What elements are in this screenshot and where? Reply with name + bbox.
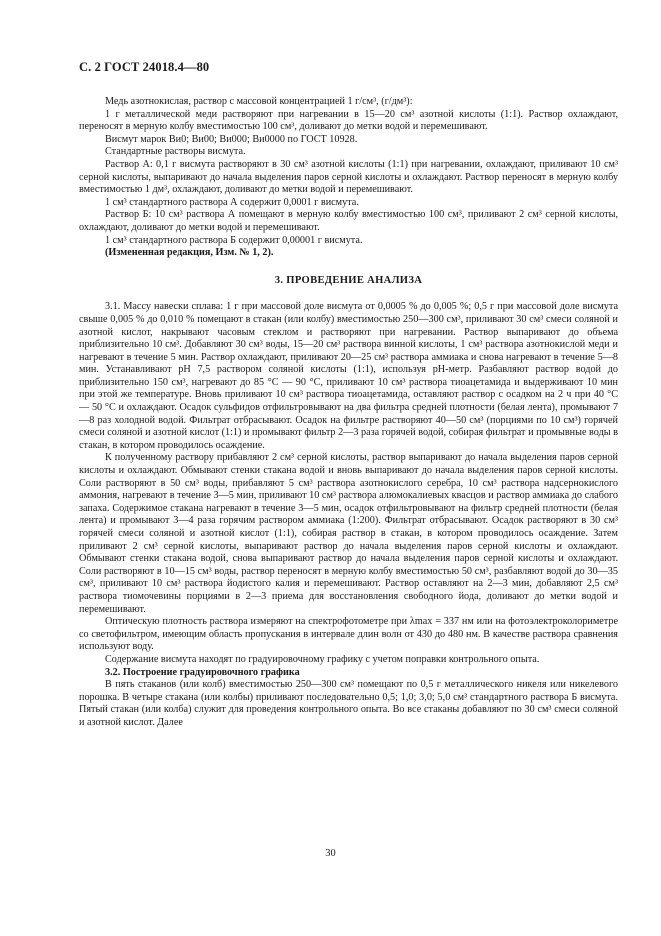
paragraph: Стандартные растворы висмута.	[105, 146, 246, 158]
paragraph: 3.1. Массу навески сплава: 1 г при массовой доле висмута от 0,0005 % до 0,005 %; 0,5 г при массовой доле висмута свыше 0,005 % до 0,010 % помещают в стакан (или колбу) вместимостью 250—300 см³, приливают 30 см³ смеси соляной и азотной кислот, накрывают часовым стеклом и растворяют при нагревании. Раствор выпаривают до объема приблизительно 10 см³. Добавляют 30 см³ воды, 15—20 см³ раствора винной кислоты, 1 см³ раствора азотнокислой меди и нагревают в течение 5 мин. Раствор охлаждают, приливают 20—25 см³ раствора аммиака и снова нагревают в течение 5—8 мин. Устанавливают pH 7,5 раствором соляной кислоты (1:1), используя pH-метр. Разбавляют раствор водой до приблизительно 150 см³, нагревают до 85 °С — 90 °С, приливают 10 см³ раствора тиоацетамида и выдерживают 10 мин при этой же температуре. Вновь приливают 10 см³ раствора тиоацетамида, оставляют раствор с осадком на 2 ч при 40 °С — 50 °С и охлаждают. Осадок сульфидов отфильтровывают на два фильтра средней плотности (белая лента), промывают 7—8 раз холодной водой. Фильтрат отбрасывают. Осадок на фильтре растворяют 40—50 см³ (порциями по 10 см³) горячей смеси соляной и азотной кислот (1:1) и промывают фильтр 2—3 раза горячей водой, собирая фильтрат и промывные воды в стакан, в котором проводилось осаждение.	[79, 301, 618, 451]
page-number: 30	[325, 848, 336, 859]
subsection-title: 3.2. Построение градуировочного графика	[105, 666, 300, 678]
paragraph: 1 г металлической меди растворяют при нагревании в 15—20 см³ азотной кислоты (1:1). Раствор охлаждают, переносят в мерную колбу вместимостью 100 см³, доливают до метки водой и перемешивают.	[79, 108, 618, 133]
paragraph: Висмут марок Ви0; Ви00; Ви000; Ви0000 по ГОСТ 10928.	[105, 133, 358, 145]
paragraph: Медь азотнокислая, раствор с массовой концентрацией 1 г/см³, (г/дм³):	[105, 96, 413, 107]
paragraph: 1 см³ стандартного раствора Б содержит 0,00001 г висмута.	[105, 234, 363, 246]
amendment-note: (Измененная редакция, Изм. № 1, 2).	[105, 247, 274, 259]
paragraph: В пять стаканов (или колб) вместимостью 250—300 см³ помещают по 0,5 г металлического никеля или никелевого порошка. В четыре стакана (или колбы) приливают последовательно 0,5; 1,0; 3,0; 5,0 см³ стандартного раствора Б висмута. Пятый стакан (или колба) служит для проведения контрольного опыта. Во все стаканы добавляют по 30 см³ смеси соляной и азотной кислот. Далее	[79, 679, 618, 728]
paragraph: 1 см³ стандартного раствора А содержит 0,0001 г висмута.	[105, 196, 359, 208]
page-header: С. 2 ГОСТ 24018.4—80	[79, 60, 210, 74]
paragraph: Оптическую плотность раствора измеряют на спектрофотометре при λmax = 337 нм или на фотоэлектроколориметре со светофильтром, имеющим область пропускания в интервале длин волн от 430 до 480 нм. В качестве раствора сравнения используют воду.	[79, 616, 618, 653]
section-title: 3. ПРОВЕДЕНИЕ АНАЛИЗА	[274, 274, 423, 286]
paragraph: К полученному раствору прибавляют 2 см³ серной кислоты, раствор выпаривают до начала выделения паров серной кислоты и охлаждают. Обмывают стенки стакана водой и вновь выпаривают до начала выделения паров серной кислоты. Соли растворяют в 50 см³ воды, прибавляют 5 см³ раствора азотнокислого серебра, 10 см³ раствора надсернокислого аммония, нагревают в течение 3—5 мин, приливают 10 см³ раствора алюмокалиевых квасцов и раствор аммиака до слабого запаха. Содержимое стакана нагревают в течение 3—5 мин, осадок отфильтровывают на фильтр средней плотности (белая лента) и промывают 3—4 раза горячим раствором аммиака (1:200). Фильтрат отбрасывают. Осадок растворяют в 30 см³ горячей смеси соляной и азотной кислот (1:1), собирая раствор в стакан, в котором проводилось осаждение. Затем приливают 2 см³ серной кислоты, выпаривают раствор до начала выделения паров серной кислоты и охлаждают. Обмывают стенки стакана водой, снова выпаривают раствор до начала выделения паров серной кислоты и охлаждают. Соли растворяют в 10—15 см³ воды, раствор переносят в мерную колбу вместимостью 50 см³, разбавляют водой до 30—35 см³, приливают 10 см³ раствора йодистого калия и перемешивают. Раствор оставляют на 2—3 мин, добавляют 2,5 см³ раствора тиомочевины порциями в 2—3 приема для восстановления свободного йода, доливают до метки водой и перемешивают.	[79, 452, 618, 615]
paragraph: Содержание висмута находят по градуировочному графику с учетом поправки контрольного опыта.	[105, 653, 540, 665]
document-body	[79, 96, 618, 730]
paragraph: Раствор Б: 10 см³ раствора А помещают в мерную колбу вместимостью 100 см³, приливают 2 см³ серной кислоты, охлаждают, доливают до метки водой и перемешивают.	[79, 209, 618, 233]
paragraph: Раствор А: 0,1 г висмута растворяют в 30 см³ азотной кислоты (1:1) при нагревании, охлаждают, приливают 10 см³ серной кислоты, выпаривают до начала выделения паров серной кислоты и охлаждают. Раствор переносят в мерную колбу вместимостью 1 дм³, охлаждают, доливают до метки водой и перемешивают.	[79, 158, 618, 196]
